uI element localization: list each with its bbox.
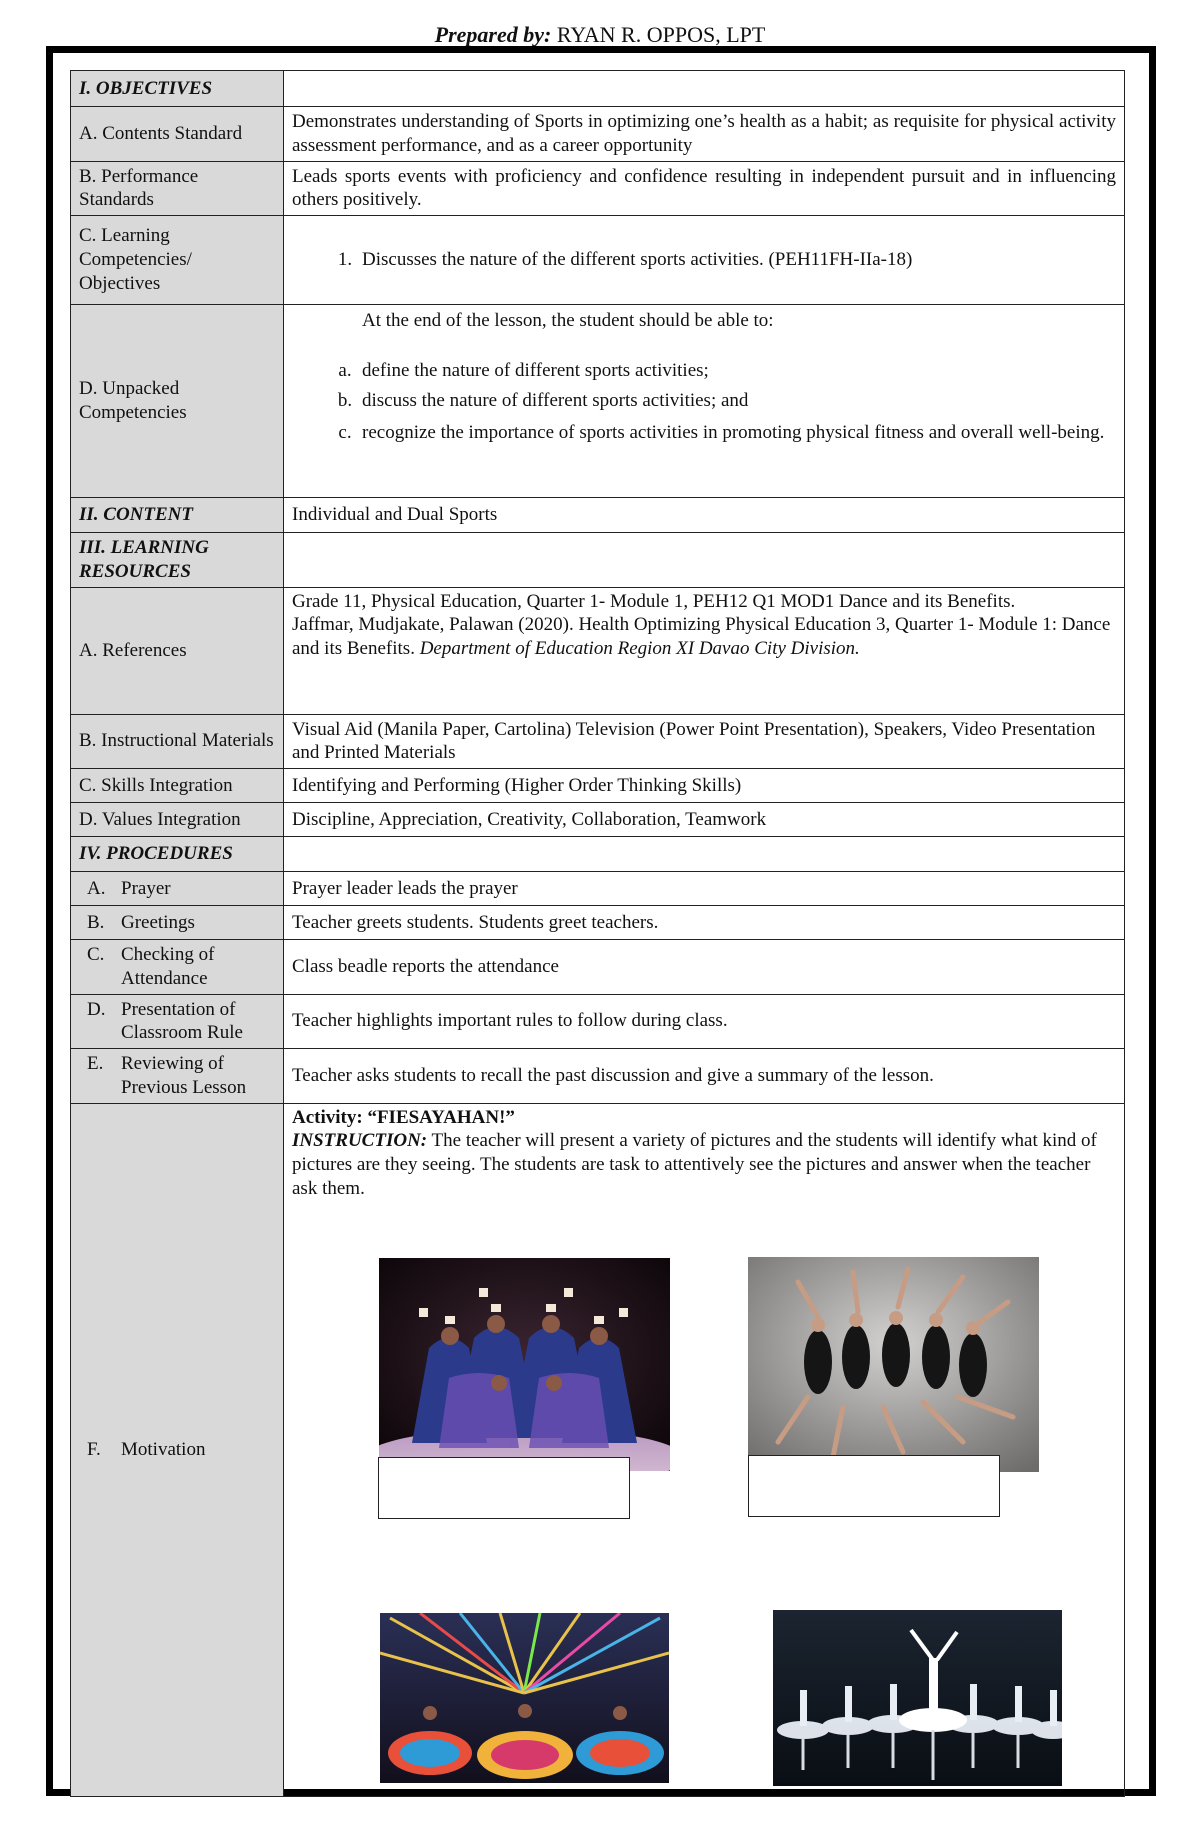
motivation-label-cell: [71, 1103, 284, 1796]
unpacked-text-b: discuss the nature of different sports activities; and: [362, 389, 749, 411]
unpacked-text-c: recognize the importance of sports activities in promoting physical fitness and overall well-being.: [362, 422, 1105, 444]
procedure-label: Prayer: [121, 877, 171, 899]
motivation-cell: [284, 1103, 1125, 1796]
objectives-heading: I. OBJECTIVES: [71, 71, 284, 107]
procedure-marker: E.: [87, 1053, 104, 1074]
contemporary-dance-photo-illustration: [748, 1257, 1039, 1472]
references-row: [71, 587, 1125, 714]
procedure-row: [71, 906, 1125, 940]
procedure-row: [71, 872, 1125, 906]
references-cell: [284, 587, 1125, 714]
unpacked-competencies-row: [71, 305, 1125, 498]
content-text: Individual and Dual Sports: [284, 498, 1125, 533]
unpacked-marker-a: a.: [338, 359, 352, 381]
prepared-by-label: Prepared by:: [434, 22, 552, 47]
procedure-text: Prayer leader leads the prayer: [284, 872, 1125, 906]
unpacked-text-a: define the nature of different sports activities;: [362, 359, 709, 381]
procedure-marker: A.: [87, 877, 106, 899]
unpacked-marker-b: b.: [337, 389, 353, 411]
procedure-row: [71, 994, 1125, 1049]
objectives-section-row: [71, 71, 1125, 107]
procedure-marker: C.: [87, 944, 105, 965]
competency-item: [328, 248, 1116, 272]
values-integration-text: Discipline, Appreciation, Creativity, Collaboration, Teamwork: [284, 803, 1125, 837]
values-integration-label: D. Values Integration: [71, 803, 284, 837]
skills-integration-row: [71, 769, 1125, 803]
performance-standards-row: [71, 161, 1125, 216]
skills-integration-label: C. Skills Integration: [71, 769, 284, 803]
content-standard-text: Demonstrates understanding of Sports in optimizing one’s health as a habit; as requisite for physical activity assessment performance, and as a career opportunity: [284, 107, 1125, 162]
learning-competencies-label: C. Learning Competencies/ Objectives: [71, 216, 284, 305]
procedures-empty-cell: [284, 837, 1125, 872]
festival-dance-photo-illustration: [380, 1613, 669, 1783]
folk-dance-photo-illustration: [379, 1258, 670, 1471]
procedure-label-cell: [71, 1049, 284, 1104]
content-row: [71, 498, 1125, 533]
procedure-marker: D.: [87, 998, 106, 1020]
reference-2: [292, 613, 1116, 661]
learning-competencies-row: [71, 216, 1125, 305]
competency-text: Discusses the nature of the different sports activities. (PEH11FH-IIa-18): [362, 249, 913, 271]
procedure-text: Teacher asks students to recall the past discussion and give a summary of the lesson.: [284, 1049, 1125, 1104]
competency-marker: 1.: [337, 249, 353, 271]
procedure-row: [71, 1049, 1125, 1104]
performance-standards-text: Leads sports events with proficiency and confidence resulting in independent pursuit and in influencing others positively.: [284, 161, 1125, 216]
reference-2-text: Jaffmar, Mudjakate, Palawan (2020). Health Optimizing Physical Education 3, Quarter 1- Module 1: Dance and its Benefits.: [292, 614, 1111, 659]
values-integration-row: [71, 803, 1125, 837]
activity-title: Activity: “FIESAYAHAN!”: [292, 1106, 515, 1128]
unpacked-item-b: [328, 389, 1116, 413]
motivation-text-block: [284, 1104, 1124, 1201]
ballet-ensemble-photo: [773, 1610, 1062, 1786]
preparer-name: RYAN R. OPPOS, LPT: [551, 22, 766, 47]
festival-dance-photo: [380, 1613, 669, 1783]
procedures-heading: IV. PROCEDURES: [71, 837, 284, 872]
procedure-text: Class beadle reports the attendance: [284, 940, 1125, 995]
prepared-by-header: [0, 22, 1200, 48]
contemporary-dance-photo: [748, 1257, 1039, 1472]
instruction-text: The teacher will present a variety of pictures and the students will identify what kind of pictures are they seeing. The students are task to attentively see the pictures and answer when the teacher ask them.: [292, 1130, 1097, 1199]
skills-integration-text: Identifying and Performing (Higher Order Thinking Skills): [284, 769, 1125, 803]
unpacked-competencies-cell: [284, 305, 1125, 498]
content-standard-label: A. Contents Standard: [71, 107, 284, 162]
procedure-label: Reviewing of Previous Lesson: [121, 1053, 247, 1098]
procedure-label-cell: [71, 906, 284, 940]
procedure-label: Greetings: [121, 911, 195, 933]
content-standard-row: [71, 107, 1125, 162]
procedures-section-row: [71, 837, 1125, 872]
answer-box-1[interactable]: [378, 1457, 630, 1519]
unpacked-marker-c: c.: [338, 422, 352, 444]
ballet-ensemble-photo-illustration: [773, 1610, 1062, 1786]
answer-box-2[interactable]: [748, 1455, 1000, 1517]
instruction-label: INSTRUCTION:: [292, 1130, 428, 1152]
instructional-materials-label: B. Instructional Materials: [71, 714, 284, 769]
procedure-label-cell: [71, 940, 284, 995]
unpacked-item-c: [328, 418, 1116, 447]
procedure-text: Teacher highlights important rules to follow during class.: [284, 994, 1125, 1049]
unpacked-item-a: [328, 359, 1116, 383]
references-label: A. References: [71, 587, 284, 714]
procedure-text: Teacher greets students. Students greet teachers.: [284, 906, 1125, 940]
learning-competencies-cell: [284, 216, 1125, 305]
procedure-label: Checking of Attendance: [121, 944, 215, 989]
procedure-row: [71, 940, 1125, 995]
performance-standards-label: B. Performance Standards: [71, 161, 284, 216]
instructional-materials-row: [71, 714, 1125, 769]
content-heading: II. CONTENT: [71, 498, 284, 533]
unpacked-competencies-label: D. Unpacked Competencies: [71, 305, 284, 498]
learning-resources-empty-cell: [284, 533, 1125, 588]
objectives-empty-cell: [284, 71, 1125, 107]
instruction-paragraph: [292, 1129, 1116, 1200]
procedure-label-cell: [71, 872, 284, 906]
reference-1: Grade 11, Physical Education, Quarter 1- Module 1, PEH12 Q1 MOD1 Dance and its Benefits.: [292, 590, 1016, 612]
procedure-label-cell: [71, 994, 284, 1049]
procedure-label: Presentation of Classroom Rule: [121, 998, 243, 1044]
lesson-plan-table: [70, 70, 1125, 1797]
unpacked-intro: At the end of the lesson, the student should be able to:: [362, 310, 774, 331]
motivation-row: [71, 1103, 1125, 1796]
learning-resources-heading: III. LEARNING RESOURCES: [71, 533, 284, 588]
motivation-label: Motivation: [121, 1438, 206, 1460]
procedure-marker: B.: [87, 911, 105, 933]
reference-2-publisher: Department of Education Region XI Davao City Division.: [419, 638, 860, 659]
folk-dance-photo: [379, 1258, 670, 1471]
motivation-marker: F.: [87, 1438, 101, 1460]
instructional-materials-text: Visual Aid (Manila Paper, Cartolina) Television (Power Point Presentation), Speakers, Video Presentation and Printed Materials: [284, 714, 1125, 769]
learning-resources-row: [71, 533, 1125, 588]
